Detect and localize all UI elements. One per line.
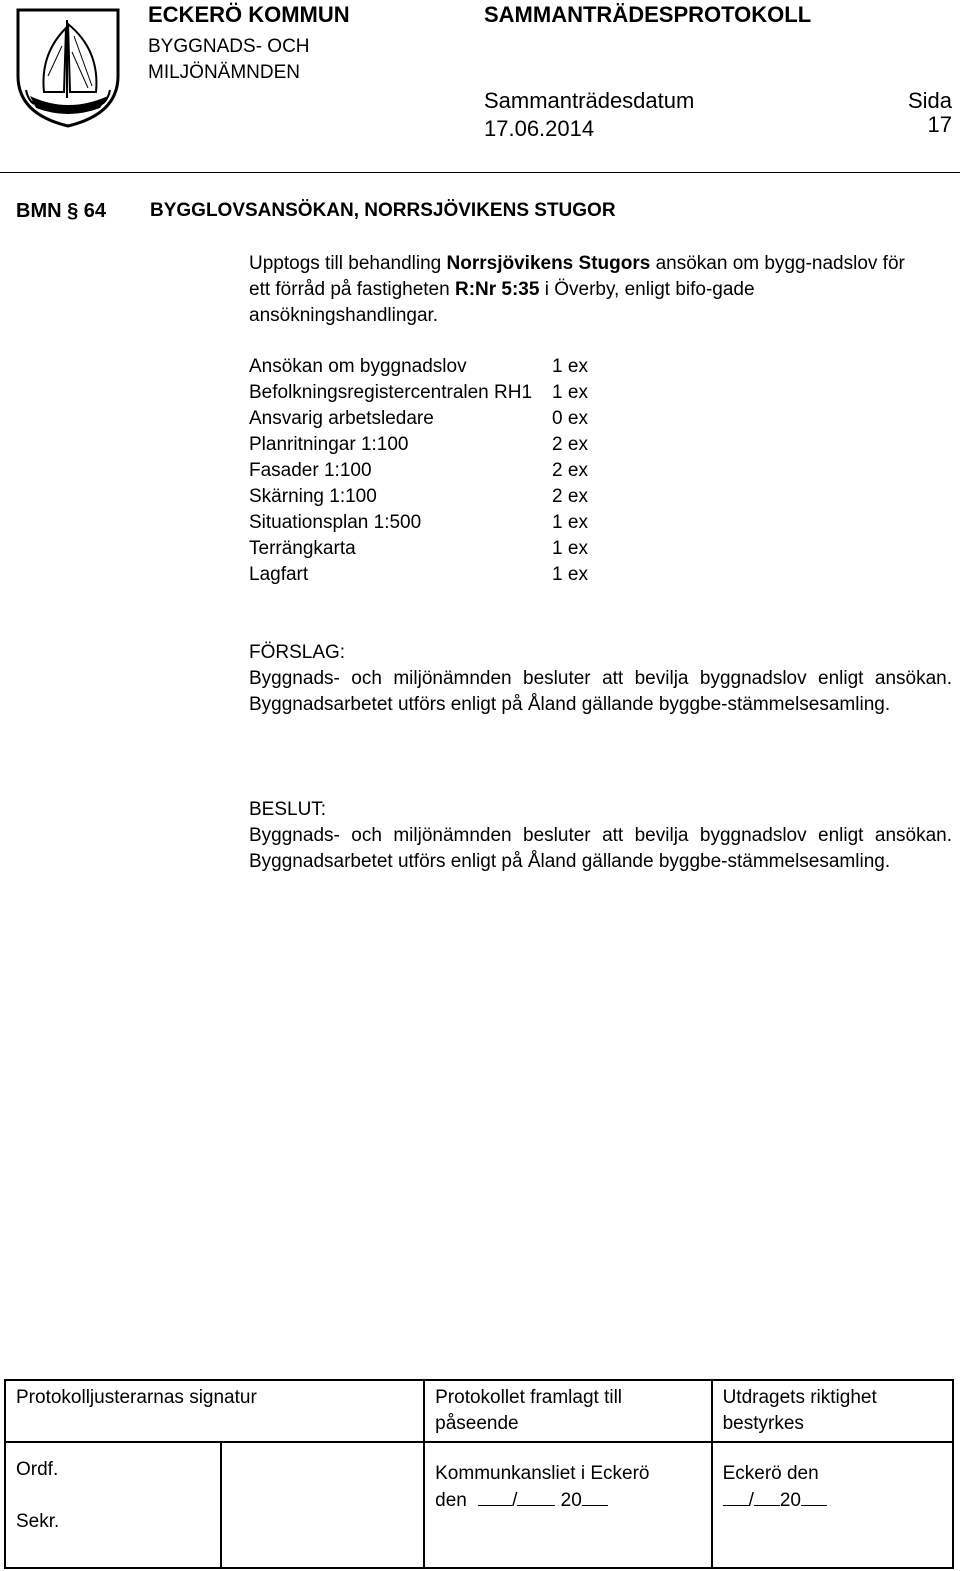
posted-day-blank[interactable]: [478, 1487, 512, 1506]
attachment-count: 2 ex: [552, 434, 588, 455]
certified-slash: /: [748, 1490, 754, 1511]
proposal-section: [249, 640, 952, 718]
case-number: BMN § 64: [16, 200, 107, 222]
signature-table: [4, 1379, 954, 1569]
attachment-row: [249, 458, 588, 484]
decision-section: [249, 797, 952, 875]
attachment-name: Skärning 1:100: [249, 486, 377, 507]
certified-place: Eckerö den: [722, 1463, 819, 1484]
posted-header-cell: [424, 1380, 711, 1442]
posted-label-line2: påseende: [435, 1413, 519, 1434]
posted-place: Kommunkansliet i Eckerö: [435, 1463, 650, 1484]
attachment-count: 1 ex: [552, 538, 588, 559]
certified-year-blank[interactable]: [801, 1487, 827, 1506]
meeting-date: 17.06.2014: [484, 116, 595, 141]
posted-den-label: den: [435, 1490, 467, 1511]
posted-slash: /: [512, 1490, 518, 1511]
attachment-count: 1 ex: [552, 356, 588, 377]
page-label: Sida: [907, 88, 952, 113]
property-id: R:Nr 5:35: [454, 279, 540, 300]
attachment-name: Fasader 1:100: [249, 460, 372, 481]
intro-text-after: i Överby, enligt bifo-gade ansökningshandlingar.: [249, 279, 755, 326]
attachment-name: Ansvarig arbetsledare: [249, 408, 434, 429]
decision-text: Byggnads- och miljönämnden besluter att bevilja byggnadslov enligt ansökan. Byggnadsarbetet utförs enligt på Åland gällande byggbe-stämmelsesamling.: [249, 825, 952, 872]
municipality-name: ECKERÖ KOMMUN: [148, 2, 350, 27]
intro-paragraph: [249, 251, 929, 329]
signature-field-right[interactable]: [222, 1443, 423, 1567]
attachment-row: [249, 380, 588, 406]
document-title: SAMMANTRÄDESPROTOKOLL: [484, 2, 812, 27]
municipal-coat-of-arms-icon: [14, 6, 122, 128]
secretary-label: Sekr.: [16, 1511, 60, 1532]
attachment-row: [249, 510, 588, 536]
signature-field-left[interactable]: [6, 1443, 222, 1567]
attachment-row: [249, 536, 588, 562]
certified-label-line2: bestyrkes: [722, 1413, 804, 1434]
attachment-name: Terrängkarta: [249, 538, 356, 559]
attachment-row: [249, 432, 588, 458]
attachment-count: 2 ex: [552, 486, 588, 507]
posted-label-line1: Protokollet framlagt till: [435, 1387, 623, 1408]
attachment-row: [249, 562, 588, 588]
case-title: BYGGLOVSANSÖKAN, NORRSJÖVIKENS STUGOR: [150, 200, 616, 221]
certified-date-line: [723, 1487, 942, 1514]
certified-date-cell: [712, 1442, 953, 1568]
certified-month-blank[interactable]: [754, 1487, 780, 1506]
attachment-count: 1 ex: [552, 564, 588, 585]
reviewers-signature-label: Protokolljusterarnas signatur: [16, 1387, 257, 1408]
intro-text-middle: ansökan om bygg-nadslov för ett förråd på fastigheten: [249, 253, 905, 300]
committee-name-line2: MILJÖNÄMNDEN: [148, 62, 301, 83]
attachment-row: [249, 484, 588, 510]
committee-name-line1: BYGGNADS- OCH: [148, 36, 310, 57]
certified-year-prefix: 20: [779, 1490, 801, 1511]
certified-header-cell: [712, 1380, 953, 1442]
meeting-date-label: Sammanträdesdatum: [484, 88, 695, 113]
proposal-heading: FÖRSLAG:: [249, 642, 346, 663]
attachment-count: 1 ex: [552, 512, 588, 533]
intro-text-before: Upptogs till behandling: [249, 253, 447, 274]
header-divider: [0, 172, 960, 173]
decision-heading: BESLUT:: [249, 799, 327, 820]
attachment-name: Lagfart: [249, 564, 309, 585]
attachment-count: 1 ex: [552, 382, 588, 403]
attachments-list: [249, 354, 588, 588]
proposal-text: Byggnads- och miljönämnden besluter att bevilja byggnadslov enligt ansökan. Byggnadsarbetet utförs enligt på Åland gällande byggbe-stämmelsesamling.: [249, 668, 952, 715]
committee-name: [148, 34, 310, 86]
attachment-name: Planritningar 1:100: [249, 434, 409, 455]
certified-day-blank[interactable]: [723, 1487, 749, 1506]
page-number: 17: [927, 112, 952, 137]
attachment-count: 0 ex: [552, 408, 588, 429]
attachment-name: Befolkningsregistercentralen RH1: [249, 382, 533, 403]
posted-year-prefix: 20: [560, 1490, 582, 1511]
attachment-name: Ansökan om byggnadslov: [249, 356, 467, 377]
attachment-count: 2 ex: [552, 460, 588, 481]
signature-header-cell: [5, 1380, 424, 1442]
certified-label-line1: Utdragets riktighet: [722, 1387, 877, 1408]
attachment-row: [249, 406, 588, 432]
applicant-name: Norrsjövikens Stugors: [446, 253, 651, 274]
posted-month-blank[interactable]: [517, 1487, 555, 1506]
posted-year-blank[interactable]: [582, 1487, 608, 1506]
chairman-label: Ordf.: [16, 1459, 59, 1480]
attachment-name: Situationsplan 1:500: [249, 512, 422, 533]
signature-fields-cell: [5, 1442, 424, 1568]
posted-date-line: [435, 1487, 700, 1514]
posted-date-cell: [424, 1442, 711, 1568]
attachment-row: [249, 354, 588, 380]
